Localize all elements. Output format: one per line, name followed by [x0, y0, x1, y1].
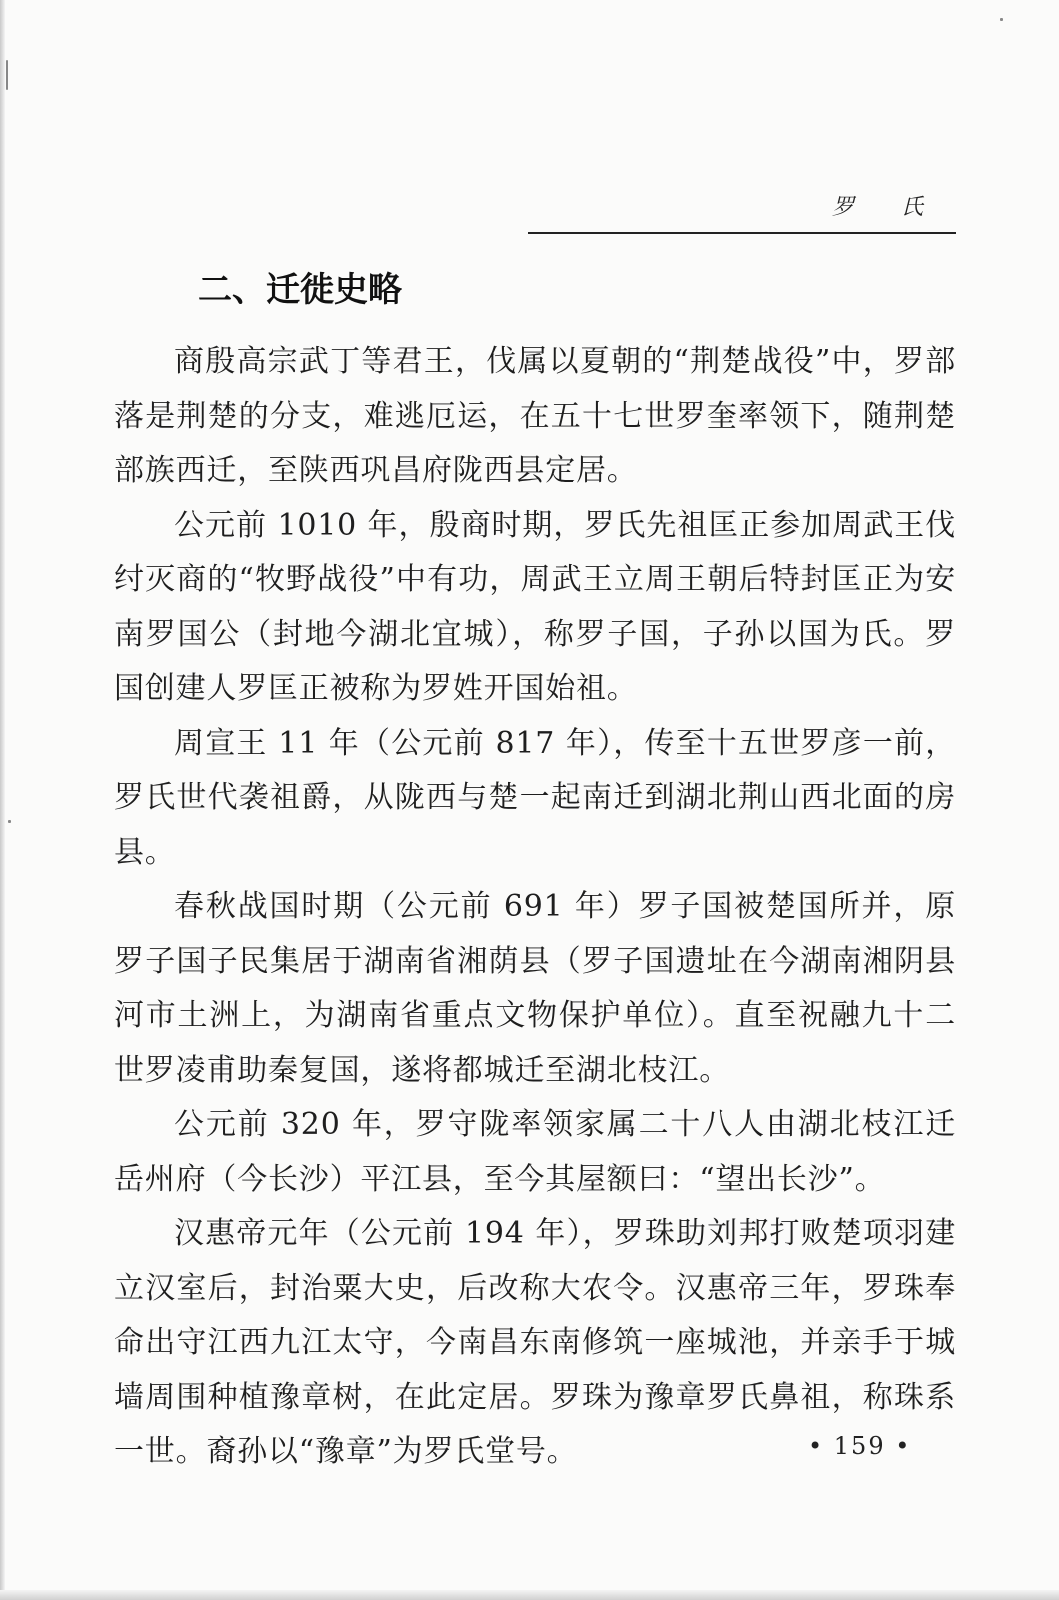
section-title: 二、迁徙史略 — [198, 270, 402, 310]
header-rule — [528, 232, 956, 234]
paragraph: 公元前 1010 年，殷商时期，罗氏先祖匡正参加周武王伐纣灭商的“牧野战役”中有功，周武王立周王朝后特封匡正为安南罗国公（封地今湖北宜城），称罗子国，子孙以国为氏。罗国创建人罗匡正被称为罗姓开国始祖。 — [114, 507, 956, 706]
scan-speck — [6, 60, 8, 90]
paragraph: 公元前 320 年，罗守陇率领家属二十八人由湖北枝江迁岳州府（今长沙）平江县，至今其屋额曰：“望出长沙”。 — [114, 1107, 956, 1197]
running-head: 罗 氏 — [832, 195, 943, 220]
scan-bottom-edge — [0, 1590, 1059, 1600]
scan-speck — [1000, 18, 1003, 21]
page-number: • 159 • — [808, 1432, 912, 1460]
scan-left-edge — [0, 0, 5, 1600]
scan-speck — [8, 820, 11, 823]
paragraph: 汉惠帝元年（公元前 194 年），罗珠助刘邦打败楚项羽建立汉室后，封治粟大史，后改称大农令。汉惠帝三年，罗珠奉命出守江西九江太守，今南昌东南修筑一座城池，并亲手于城墙周围种植豫章树，在此定居。罗珠为豫章罗氏鼻祖，称珠系一世。裔孙以“豫章”为罗氏堂号。 — [114, 1216, 956, 1469]
paragraph: 春秋战国时期（公元前 691 年）罗子国被楚国所并，原罗子国子民集居于湖南省湘荫县（罗子国遗址在今湖南湘阴县河市土洲上，为湖南省重点文物保护单位）。直至祝融九十二世罗凌甫助秦复国，遂将都城迁至湖北枝江。 — [114, 889, 956, 1088]
body-text — [114, 335, 956, 1480]
paragraph: 商殷高宗武丁等君王，伐属以夏朝的“荆楚战役”中，罗部落是荆楚的分支，难逃厄运，在五十七世罗奎率领下，随荆楚部族西迁，至陕西巩昌府陇西县定居。 — [114, 344, 956, 488]
paragraph: 周宣王 11 年（公元前 817 年），传至十五世罗彦一前，罗氏世代袭祖爵，从陇西与楚一起南迁到湖北荆山西北面的房县。 — [114, 725, 956, 870]
